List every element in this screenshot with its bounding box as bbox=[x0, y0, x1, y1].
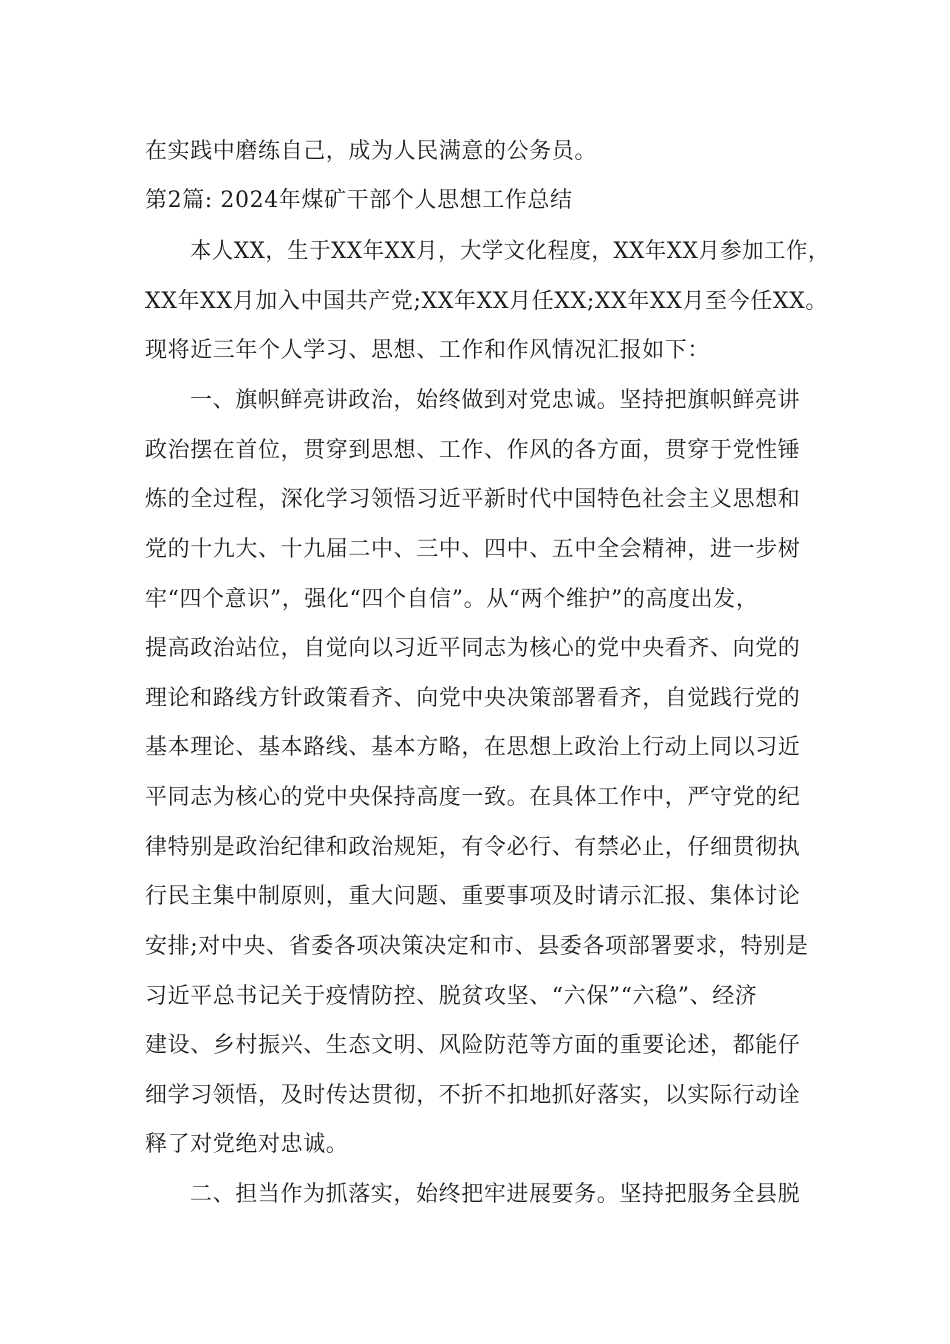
part1-line: 平同志为核心的党中央保持高度一致。在具体工作中，严守党的纪 bbox=[145, 785, 801, 810]
part1-line: 牢“四个意识”，强化“四个自信”。从“两个维护”的高度出发， bbox=[145, 587, 759, 612]
part1-line: 理论和路线方针政策看齐、向党中央决策部署看齐，自觉践行党的 bbox=[145, 686, 801, 711]
part1-line: 律特别是政治纪律和政治规矩，有令必行、有禁必止，仔细贯彻执 bbox=[145, 835, 801, 860]
part1-line: 释了对党绝对忠诚。 bbox=[145, 1132, 349, 1157]
previous-paragraph-end: 在实践中磨练自己，成为人民满意的公务员。 bbox=[145, 139, 598, 164]
part1-line: 党的十九大、十九届二中、三中、四中、五中全会精神，进一步树 bbox=[145, 537, 801, 562]
part1-line: 炼的全过程，深化学习领悟习近平新时代中国特色社会主义思想和 bbox=[145, 487, 801, 512]
part1-line: 建设、乡村振兴、生态文明、风险防范等方面的重要论述，都能仔 bbox=[145, 1033, 801, 1058]
intro-line: 本人XX，生于XX年XX月，大学文化程度，XX年XX月参加工作， bbox=[190, 239, 830, 264]
part1-line: 安排;对中央、省委各项决策决定和市、县委各项部署要求，特别是 bbox=[145, 934, 809, 959]
part2-line: 二、担当作为抓落实，始终把牢进展要务。坚持把服务全县脱 bbox=[190, 1182, 801, 1207]
intro-line: 现将近三年个人学习、思想、工作和作风情况汇报如下： bbox=[145, 338, 711, 363]
part1-line: 一、旗帜鲜亮讲政治，始终做到对党忠诚。坚持把旗帜鲜亮讲 bbox=[190, 388, 801, 413]
part1-line: 行民主集中制原则，重大问题、重要事项及时请示汇报、集体讨论 bbox=[145, 884, 801, 909]
part1-line: 政治摆在首位，贯穿到思想、工作、作风的各方面，贯穿于党性锤 bbox=[145, 438, 801, 463]
intro-line: XX年XX月加入中国共产党;XX年XX月任XX;XX年XX月至今任XX。 bbox=[145, 289, 829, 314]
part1-line: 提高政治站位，自觉向以习近平同志为核心的党中央看齐、向党的 bbox=[145, 636, 801, 661]
part1-line: 习近平总书记关于疫情防控、脱贫攻坚、“六保”“六稳”、经济 bbox=[145, 984, 758, 1009]
section-title: 第2篇: 2024年煤矿干部个人思想工作总结 bbox=[145, 188, 573, 213]
part1-line: 细学习领悟，及时传达贯彻，不折不扣地抓好落实，以实际行动诠 bbox=[145, 1083, 801, 1108]
part1-line: 基本理论、基本路线、基本方略，在思想上政治上行动上同以习近 bbox=[145, 735, 801, 760]
